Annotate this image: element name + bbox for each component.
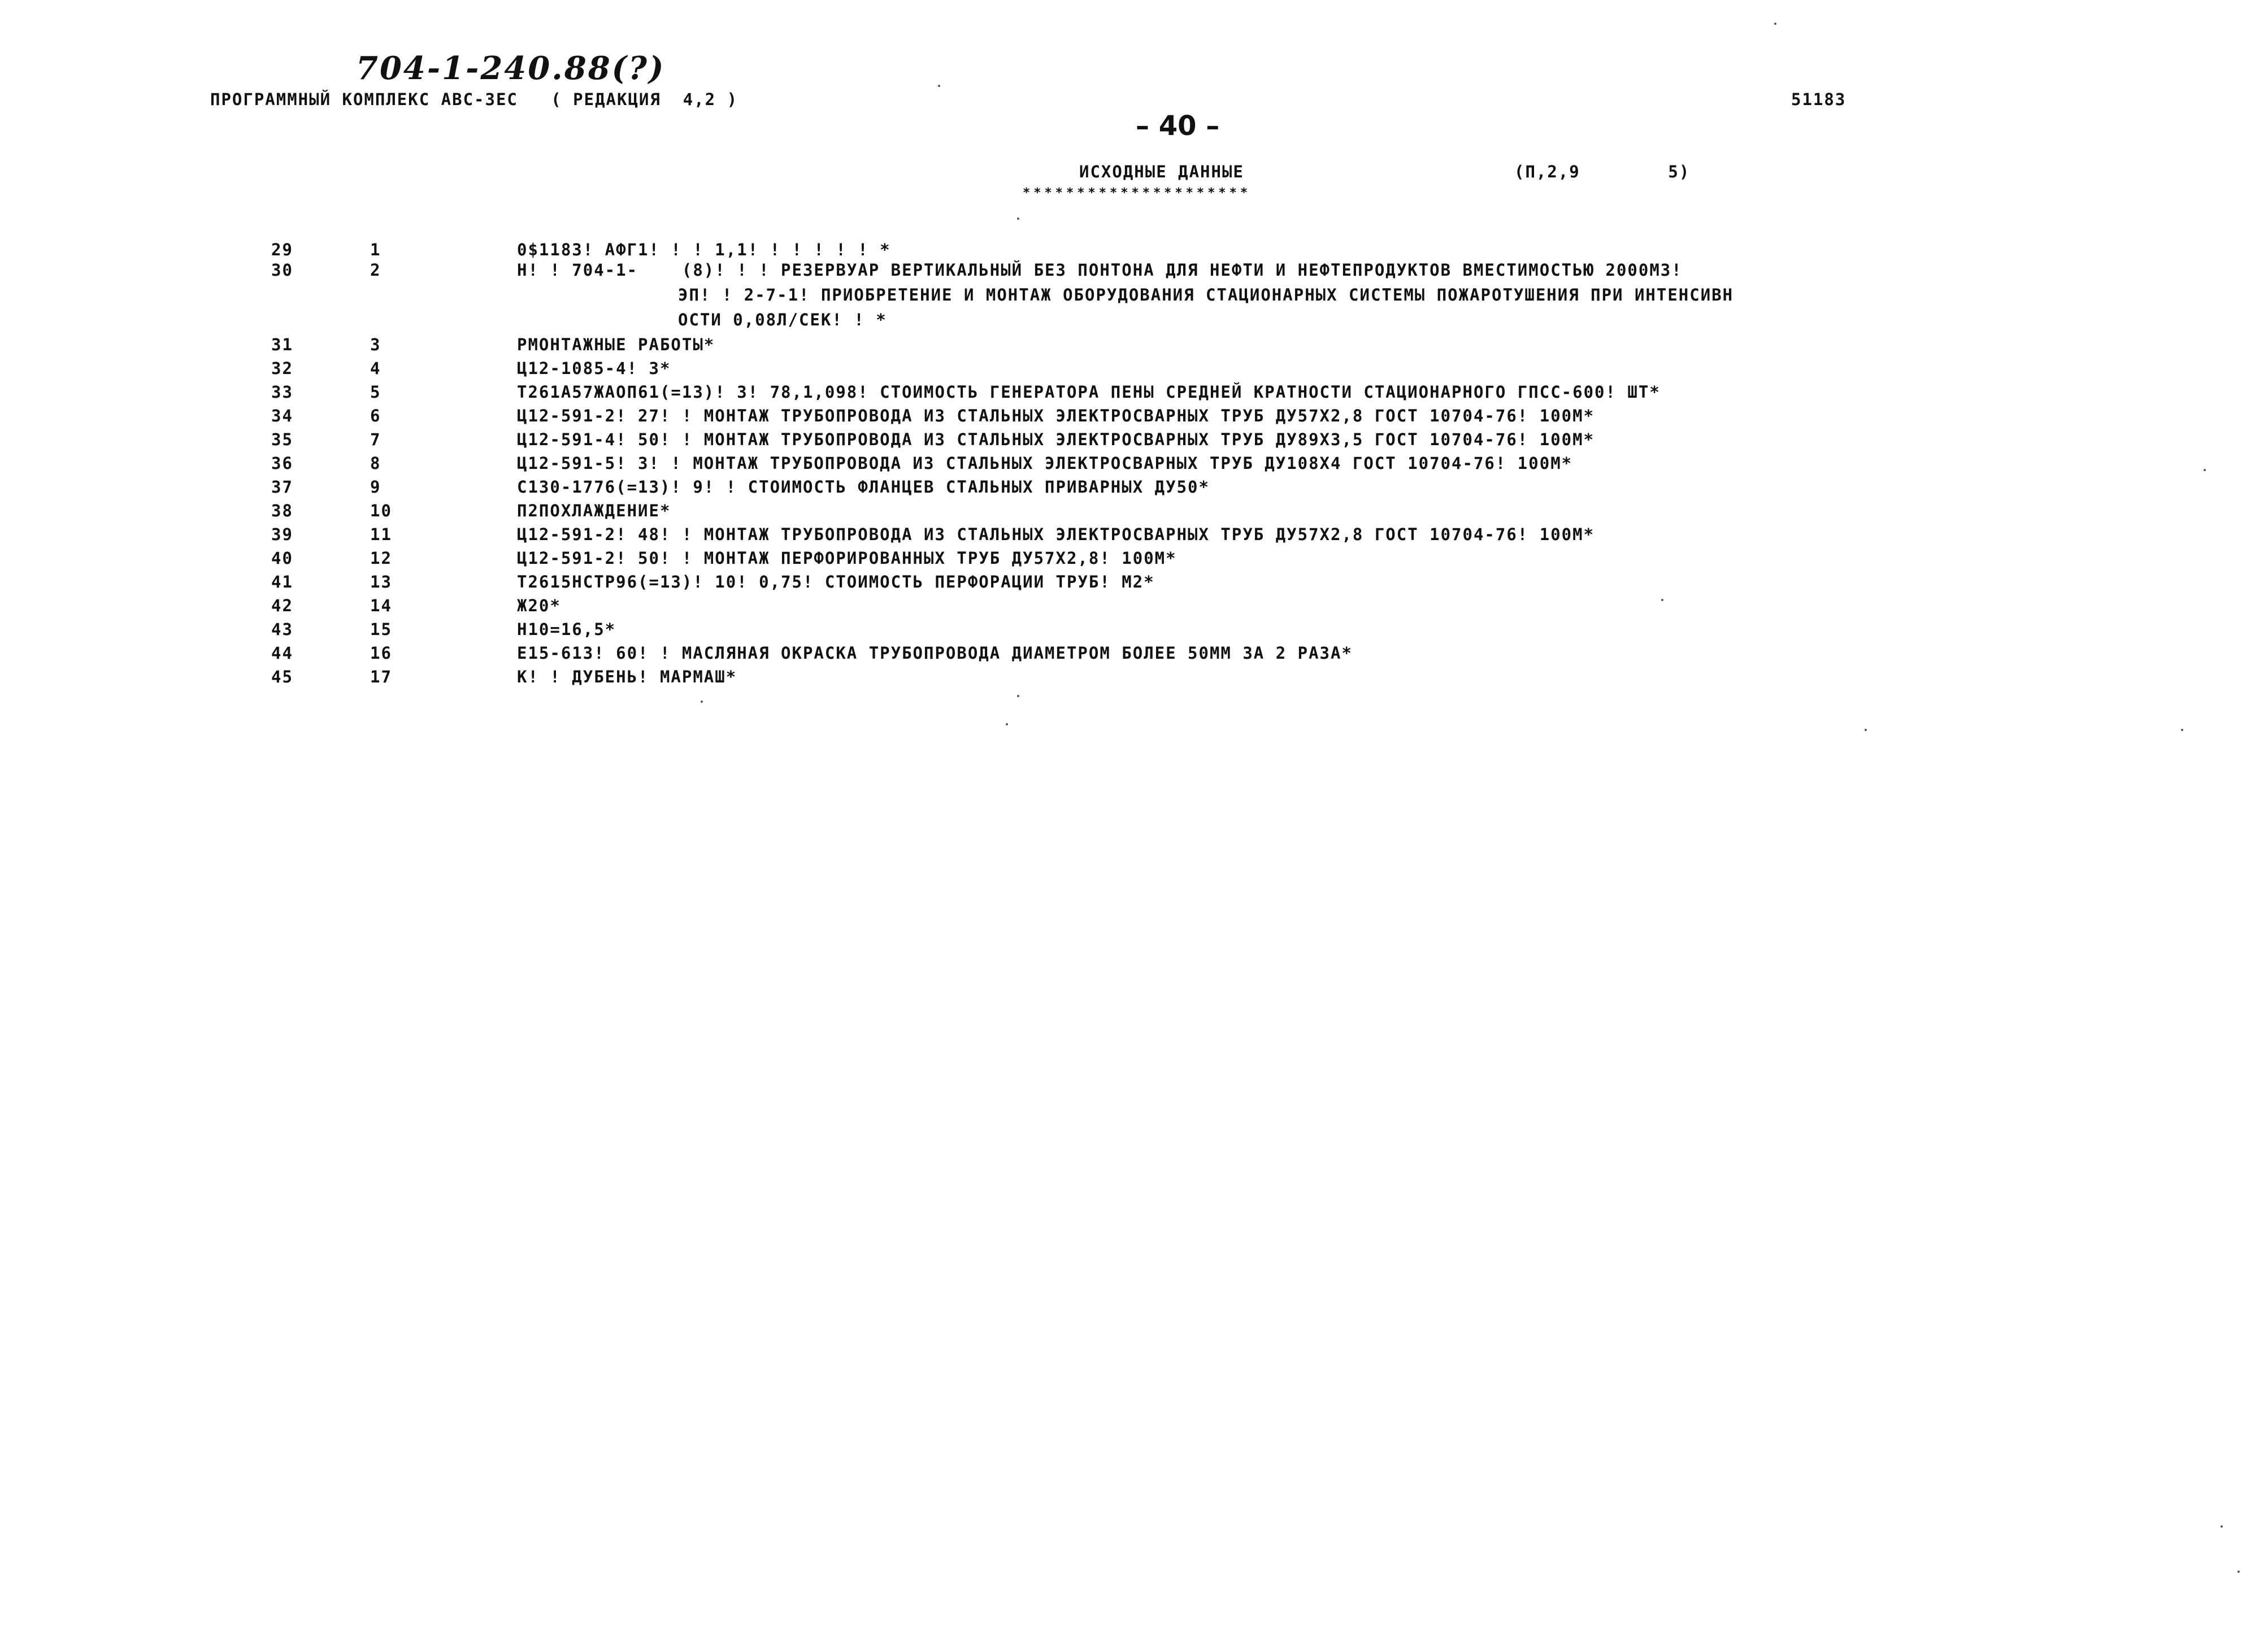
list-item bbox=[0, 261, 2204, 280]
scan-speck bbox=[1017, 218, 1019, 220]
list-item bbox=[0, 241, 2204, 260]
list-item bbox=[0, 549, 2204, 568]
line-number: 31 bbox=[271, 335, 293, 354]
sequence-number: 8 bbox=[370, 454, 381, 473]
list-item bbox=[0, 644, 2204, 663]
list-item bbox=[0, 525, 2204, 545]
scan-speck bbox=[1661, 599, 1663, 601]
line-number: 36 bbox=[271, 454, 293, 473]
sequence-number: 15 bbox=[370, 620, 392, 639]
scan-speck bbox=[938, 85, 940, 87]
line-number: 35 bbox=[271, 430, 293, 449]
list-item bbox=[0, 478, 2204, 497]
line-text: Ц12-1085-4! 3* bbox=[517, 359, 671, 378]
line-text: Ж20* bbox=[517, 596, 561, 615]
sequence-number: 5 bbox=[370, 382, 381, 402]
sequence-number: 7 bbox=[370, 430, 381, 449]
line-text: С130-1776(=13)! 9! ! СТОИМОСТЬ ФЛАНЦЕВ СТАЛЬНЫХ ПРИВАРНЫХ ДУ50* bbox=[517, 477, 1210, 497]
scan-speck bbox=[1017, 695, 1019, 697]
line-number: 37 bbox=[271, 477, 293, 497]
line-number: 34 bbox=[271, 406, 293, 425]
line-text: Ц12-591-2! 27! ! МОНТАЖ ТРУБОПРОВОДА ИЗ СТАЛЬНЫХ ЭЛЕКТРОСВАРНЫХ ТРУБ ДУ57Х2,8 ГОСТ 10704-76! 100М* bbox=[517, 406, 1595, 425]
line-text: Н! ! 704-1- (8)! ! ! РЕЗЕРВУАР ВЕРТИКАЛЬНЫЙ БЕЗ ПОНТОНА ДЛЯ НЕФТИ И НЕФТЕПРОДУКТОВ ВМЕСТИМОСТЬЮ 2000М3! bbox=[517, 260, 1683, 280]
scan-speck bbox=[2204, 469, 2206, 471]
sequence-number: 13 bbox=[370, 572, 392, 591]
line-number: 43 bbox=[271, 620, 293, 639]
line-number: 42 bbox=[271, 596, 293, 615]
list-item bbox=[0, 668, 2204, 687]
list-item bbox=[0, 686, 2204, 705]
program-header: ПРОГРАММНЫЙ КОМПЛЕКС АВС-ЗЕС ( РЕДАКЦИЯ 4,2 ) bbox=[210, 90, 738, 109]
list-item bbox=[0, 502, 2204, 521]
line-number: 39 bbox=[271, 525, 293, 544]
line-number: 40 bbox=[271, 549, 293, 568]
line-text: Е15-613! 60! ! МАСЛЯНАЯ ОКРАСКА ТРУБОПРОВОДА ДИАМЕТРОМ БОЛЕЕ 50ММ ЗА 2 РАЗА* bbox=[517, 643, 1353, 663]
scan-speck bbox=[1865, 729, 1867, 731]
list-item bbox=[0, 430, 2204, 450]
sequence-number: 11 bbox=[370, 525, 392, 544]
sequence-number: 17 bbox=[370, 667, 392, 686]
sequence-number: 1 bbox=[370, 240, 381, 259]
line-text: ОСТИ 0,08Л/СЕК! ! * bbox=[678, 310, 887, 329]
list-item-continuation bbox=[0, 286, 2204, 305]
line-text: К! ! ДУБЕНЬ! МАРМАШ* bbox=[517, 667, 737, 686]
sequence-number: 10 bbox=[370, 501, 392, 520]
line-number: 45 bbox=[271, 667, 293, 686]
line-number: 30 bbox=[271, 260, 293, 280]
line-text: Ц12-591-2! 50! ! МОНТАЖ ПЕРФОРИРОВАННЫХ ТРУБ ДУ57Х2,8! 100М* bbox=[517, 549, 1177, 568]
section-params: (П,2,9 5) bbox=[1514, 162, 1691, 181]
sequence-number: 3 bbox=[370, 335, 381, 354]
list-item bbox=[0, 336, 2204, 355]
sequence-number: 4 bbox=[370, 359, 381, 378]
scan-speck bbox=[2237, 1571, 2240, 1573]
line-text: РМОНТАЖНЫЕ РАБОТЫ* bbox=[517, 335, 715, 354]
list-item bbox=[0, 620, 2204, 640]
line-number: 32 bbox=[271, 359, 293, 378]
sequence-number: 12 bbox=[370, 549, 392, 568]
list-item bbox=[0, 597, 2204, 616]
scan-speck bbox=[1006, 723, 1008, 725]
list-item bbox=[0, 454, 2204, 473]
line-text: Т2615НСТР96(=13)! 10! 0,75! СТОИМОСТЬ ПЕРФОРАЦИИ ТРУБ! М2* bbox=[517, 572, 1155, 591]
page-number: – 40 – bbox=[1136, 110, 1220, 142]
line-text: 0$1183! АФГ1! ! ! 1,1! ! ! ! ! ! * bbox=[517, 240, 891, 259]
list-item bbox=[0, 407, 2204, 426]
scan-speck bbox=[2221, 1525, 2223, 1528]
section-title: ИСХОДНЫЕ ДАННЫЕ bbox=[1079, 162, 1244, 181]
section-underline: ********************* bbox=[1023, 186, 1252, 200]
line-text: Ц12-591-2! 48! ! МОНТАЖ ТРУБОПРОВОДА ИЗ СТАЛЬНЫХ ЭЛЕКТРОСВАРНЫХ ТРУБ ДУ57Х2,8 ГОСТ 10704-76! 100М* bbox=[517, 525, 1595, 544]
sequence-number: 2 bbox=[370, 260, 381, 280]
line-text: Ц12-591-5! 3! ! МОНТАЖ ТРУБОПРОВОДА ИЗ СТАЛЬНЫХ ЭЛЕКТРОСВАРНЫХ ТРУБ ДУ108Х4 ГОСТ 10704-76! 100М* bbox=[517, 454, 1573, 473]
line-number: 41 bbox=[271, 572, 293, 591]
list-item-continuation bbox=[0, 311, 2204, 330]
list-item bbox=[0, 383, 2204, 402]
scan-speck bbox=[1774, 23, 1776, 25]
line-number: 29 bbox=[271, 240, 293, 259]
document-number: 51183 bbox=[1791, 90, 1846, 109]
line-number: 38 bbox=[271, 501, 293, 520]
line-text: Т261А57ЖАОП61(=13)! 3! 78,1,098! СТОИМОСТЬ ГЕНЕРАТОРА ПЕНЫ СРЕДНЕЙ КРАТНОСТИ СТАЦИОНАРНОГО ГПСС-600! ШТ* bbox=[517, 382, 1661, 402]
sequence-number: 6 bbox=[370, 406, 381, 425]
line-text: П2ПОХЛАЖДЕНИЕ* bbox=[517, 501, 671, 520]
sequence-number: 9 bbox=[370, 477, 381, 497]
list-item bbox=[0, 359, 2204, 379]
list-item bbox=[0, 573, 2204, 592]
scan-speck bbox=[2181, 729, 2183, 731]
line-text: ЭП! ! 2-7-1! ПРИОБРЕТЕНИЕ И МОНТАЖ ОБОРУДОВАНИЯ СТАЦИОНАРНЫХ СИСТЕМЫ ПОЖАРОТУШЕНИЯ ПРИ ИНТЕНСИВН bbox=[678, 285, 1734, 305]
handwritten-code: 704-1-240.88(?) bbox=[356, 50, 666, 87]
line-number: 44 bbox=[271, 643, 293, 663]
sequence-number: 16 bbox=[370, 643, 392, 663]
line-number: 33 bbox=[271, 382, 293, 402]
scan-speck bbox=[701, 701, 703, 703]
line-text: Ц12-591-4! 50! ! МОНТАЖ ТРУБОПРОВОДА ИЗ СТАЛЬНЫХ ЭЛЕКТРОСВАРНЫХ ТРУБ ДУ89Х3,5 ГОСТ 10704-76! 100М* bbox=[517, 430, 1595, 449]
sequence-number: 14 bbox=[370, 596, 392, 615]
line-text: Н10=16,5* bbox=[517, 620, 616, 639]
